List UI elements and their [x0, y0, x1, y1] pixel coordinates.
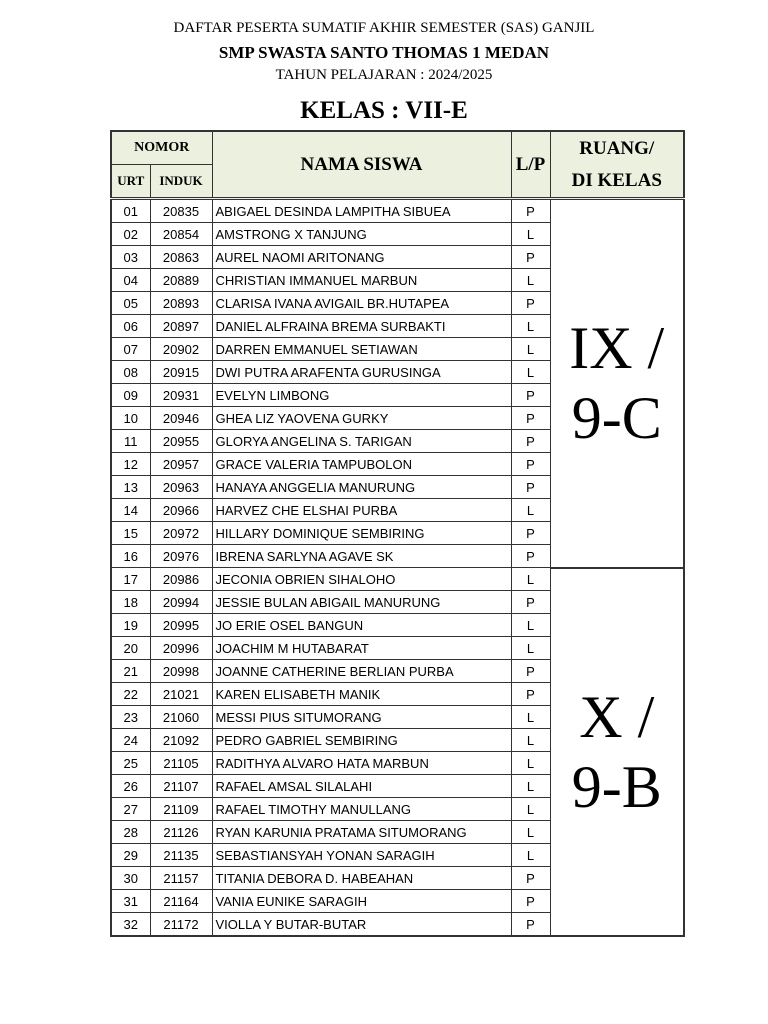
cell-urt: 15 [111, 522, 150, 545]
cell-urt: 27 [111, 798, 150, 821]
cell-lp: P [511, 246, 550, 269]
academic-year: TAHUN PELAJARAN : 2024/2025 [275, 67, 493, 83]
cell-induk: 21109 [150, 798, 212, 821]
cell-lp: L [511, 315, 550, 338]
cell-nama: SEBASTIANSYAH YONAN SARAGIH [212, 844, 511, 867]
cell-nama: VIOLLA Y BUTAR-BUTAR [212, 913, 511, 937]
cell-lp: L [511, 798, 550, 821]
cell-urt: 17 [111, 568, 150, 591]
cell-nama: TITANIA DEBORA D. HABEAHAN [212, 867, 511, 890]
room-line1: IX / [569, 315, 665, 382]
cell-induk: 20889 [150, 269, 212, 292]
cell-nama: JOACHIM M HUTABARAT [212, 637, 511, 660]
cell-nama: CHRISTIAN IMMANUEL MARBUN [212, 269, 511, 292]
room-assignment-cell [550, 568, 684, 937]
cell-nama: EVELYN LIMBONG [212, 384, 511, 407]
room-assignment-cell [550, 199, 684, 568]
cell-nama: AMSTRONG X TANJUNG [212, 223, 511, 246]
cell-urt: 13 [111, 476, 150, 499]
cell-urt: 31 [111, 890, 150, 913]
room-line2: 9-B [571, 753, 662, 820]
cell-lp: P [511, 545, 550, 568]
cell-nama: RYAN KARUNIA PRATAMA SITUMORANG [212, 821, 511, 844]
cell-urt: 03 [111, 246, 150, 269]
cell-lp: L [511, 568, 550, 591]
cell-nama: KAREN ELISABETH MANIK [212, 683, 511, 706]
cell-urt: 01 [111, 199, 150, 223]
cell-induk: 20835 [150, 199, 212, 223]
cell-nama: MESSI PIUS SITUMORANG [212, 706, 511, 729]
cell-lp: P [511, 683, 550, 706]
cell-urt: 21 [111, 660, 150, 683]
cell-induk: 20931 [150, 384, 212, 407]
cell-urt: 18 [111, 591, 150, 614]
header-nomor: NOMOR [111, 131, 212, 165]
cell-induk: 20972 [150, 522, 212, 545]
document-title: DAFTAR PESERTA SUMATIF AKHIR SEMESTER (SAS) GANJIL [173, 20, 595, 36]
cell-urt: 14 [111, 499, 150, 522]
cell-nama: HILLARY DOMINIQUE SEMBIRING [212, 522, 511, 545]
cell-induk: 20955 [150, 430, 212, 453]
cell-induk: 20897 [150, 315, 212, 338]
cell-urt: 32 [111, 913, 150, 937]
header-urt: URT [111, 165, 150, 199]
cell-nama: JECONIA OBRIEN SIHALOHO [212, 568, 511, 591]
cell-urt: 25 [111, 752, 150, 775]
cell-urt: 09 [111, 384, 150, 407]
cell-induk: 21172 [150, 913, 212, 937]
cell-nama: VANIA EUNIKE SARAGIH [212, 890, 511, 913]
cell-induk: 20854 [150, 223, 212, 246]
header-ruang [550, 131, 684, 199]
cell-lp: P [511, 453, 550, 476]
cell-nama: PEDRO GABRIEL SEMBIRING [212, 729, 511, 752]
cell-urt: 29 [111, 844, 150, 867]
cell-urt: 20 [111, 637, 150, 660]
cell-urt: 28 [111, 821, 150, 844]
school-name: SMP SWASTA SANTO THOMAS 1 MEDAN [218, 43, 550, 62]
room-line2: 9-C [571, 385, 662, 452]
cell-urt: 04 [111, 269, 150, 292]
cell-induk: 20902 [150, 338, 212, 361]
cell-lp: P [511, 292, 550, 315]
cell-lp: P [511, 867, 550, 890]
header-nama-siswa: NAMA SISWA [212, 131, 511, 199]
cell-lp: L [511, 614, 550, 637]
cell-induk: 20986 [150, 568, 212, 591]
cell-lp: L [511, 361, 550, 384]
cell-urt: 07 [111, 338, 150, 361]
cell-nama: JO ERIE OSEL BANGUN [212, 614, 511, 637]
cell-nama: AUREL NAOMI ARITONANG [212, 246, 511, 269]
cell-nama: DARREN EMMANUEL SETIAWAN [212, 338, 511, 361]
cell-urt: 06 [111, 315, 150, 338]
cell-lp: P [511, 890, 550, 913]
cell-induk: 20976 [150, 545, 212, 568]
roster-body [111, 199, 684, 937]
cell-lp: P [511, 660, 550, 683]
cell-induk: 20863 [150, 246, 212, 269]
cell-induk: 20915 [150, 361, 212, 384]
cell-nama: GLORYA ANGELINA S. TARIGAN [212, 430, 511, 453]
cell-lp: P [511, 199, 550, 223]
cell-nama: HANAYA ANGGELIA MANURUNG [212, 476, 511, 499]
cell-lp: L [511, 844, 550, 867]
header-lp: L/P [511, 131, 550, 199]
cell-urt: 16 [111, 545, 150, 568]
cell-lp: L [511, 637, 550, 660]
cell-induk: 21157 [150, 867, 212, 890]
header-induk: INDUK [150, 165, 212, 199]
cell-lp: L [511, 775, 550, 798]
cell-nama: IBRENA SARLYNA AGAVE SK [212, 545, 511, 568]
cell-lp: P [511, 384, 550, 407]
cell-induk: 21164 [150, 890, 212, 913]
cell-induk: 21105 [150, 752, 212, 775]
cell-lp: P [511, 913, 550, 937]
cell-induk: 21092 [150, 729, 212, 752]
cell-lp: L [511, 706, 550, 729]
cell-nama: DANIEL ALFRAINA BREMA SURBAKTI [212, 315, 511, 338]
table-row [111, 568, 684, 591]
header-ruang-line1: RUANG/ [579, 137, 655, 159]
cell-urt: 30 [111, 867, 150, 890]
cell-induk: 21107 [150, 775, 212, 798]
cell-nama: RAFAEL AMSAL SILALAHI [212, 775, 511, 798]
cell-lp: L [511, 499, 550, 522]
cell-lp: L [511, 223, 550, 246]
cell-nama: JESSIE BULAN ABIGAIL MANURUNG [212, 591, 511, 614]
cell-induk: 21135 [150, 844, 212, 867]
cell-nama: ABIGAEL DESINDA LAMPITHA SIBUEA [212, 199, 511, 223]
cell-urt: 26 [111, 775, 150, 798]
cell-induk: 20946 [150, 407, 212, 430]
cell-urt: 05 [111, 292, 150, 315]
student-roster-table [110, 130, 685, 937]
cell-induk: 20995 [150, 614, 212, 637]
cell-urt: 23 [111, 706, 150, 729]
cell-induk: 20994 [150, 591, 212, 614]
cell-nama: GRACE VALERIA TAMPUBOLON [212, 453, 511, 476]
cell-lp: P [511, 430, 550, 453]
header-ruang-line2: DI KELAS [571, 169, 662, 191]
cell-lp: L [511, 821, 550, 844]
cell-induk: 20998 [150, 660, 212, 683]
cell-induk: 20957 [150, 453, 212, 476]
cell-nama: DWI PUTRA ARAFENTA GURUSINGA [212, 361, 511, 384]
cell-nama: CLARISA IVANA AVIGAIL BR.HUTAPEA [212, 292, 511, 315]
cell-induk: 21060 [150, 706, 212, 729]
cell-nama: HARVEZ CHE ELSHAI PURBA [212, 499, 511, 522]
cell-nama: GHEA LIZ YAOVENA GURKY [212, 407, 511, 430]
cell-urt: 12 [111, 453, 150, 476]
cell-nama: JOANNE CATHERINE BERLIAN PURBA [212, 660, 511, 683]
cell-urt: 02 [111, 223, 150, 246]
table-row [111, 199, 684, 223]
room-line1: X / [579, 683, 655, 750]
cell-lp: P [511, 476, 550, 499]
cell-induk: 20996 [150, 637, 212, 660]
cell-urt: 11 [111, 430, 150, 453]
cell-urt: 19 [111, 614, 150, 637]
cell-induk: 20963 [150, 476, 212, 499]
cell-urt: 22 [111, 683, 150, 706]
cell-induk: 21021 [150, 683, 212, 706]
cell-lp: P [511, 522, 550, 545]
cell-induk: 21126 [150, 821, 212, 844]
cell-lp: P [511, 591, 550, 614]
class-title: KELAS : VII-E [300, 97, 468, 124]
cell-lp: L [511, 269, 550, 292]
cell-urt: 08 [111, 361, 150, 384]
cell-lp: L [511, 752, 550, 775]
cell-nama: RADITHYA ALVARO HATA MARBUN [212, 752, 511, 775]
cell-lp: P [511, 407, 550, 430]
cell-urt: 10 [111, 407, 150, 430]
cell-lp: L [511, 338, 550, 361]
cell-induk: 20893 [150, 292, 212, 315]
cell-urt: 24 [111, 729, 150, 752]
cell-lp: L [511, 729, 550, 752]
cell-nama: RAFAEL TIMOTHY MANULLANG [212, 798, 511, 821]
cell-induk: 20966 [150, 499, 212, 522]
